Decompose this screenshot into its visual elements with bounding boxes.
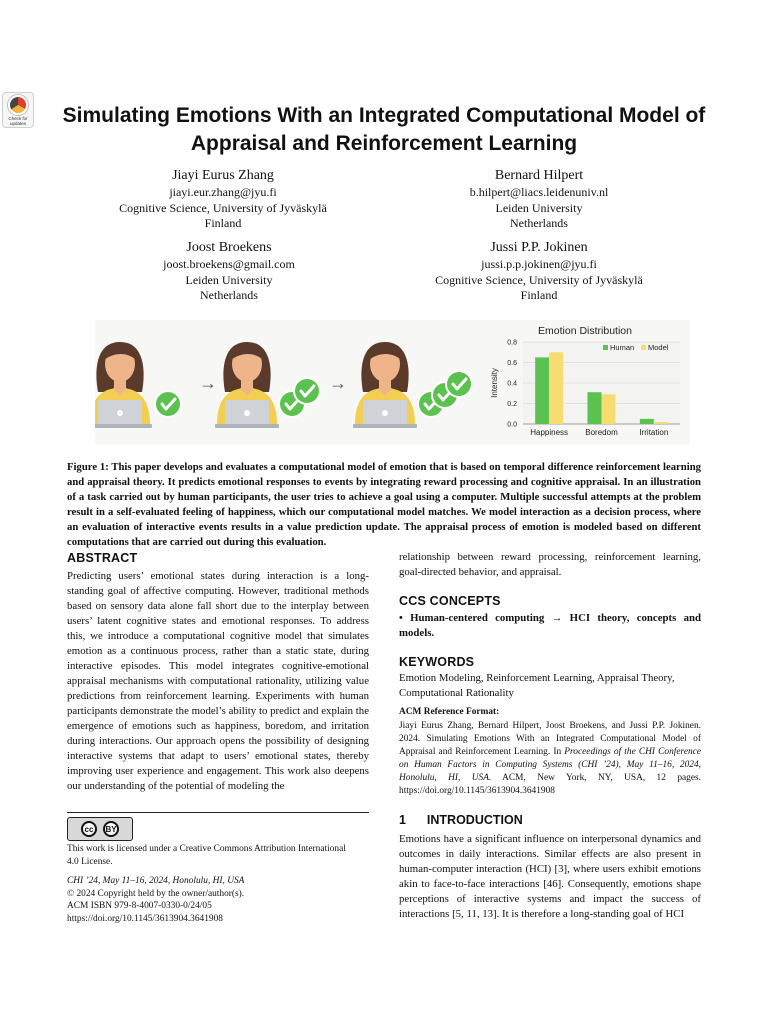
- introduction-heading: [399, 813, 523, 827]
- cc-icon: cc: [81, 821, 97, 837]
- chart-bar-model-irritation: [654, 422, 668, 424]
- ccs-heading: CCS CONCEPTS: [399, 594, 501, 608]
- acm-reference-text: Jiayi Eurus Zhang, Bernard Hilpert, Joost Broekens, and Jussi P.P. Jokinen. 2024. Simulating Emotions With an Integrated Computational Model of Appraisal and Reinforcement Learning. In Proceedings of the CHI Conference on Human Factors in Computing Systems (CHI ’24), May 11–16, 2024, Honolulu, HI, USA. ACM, New York, NY, USA, 12 pages. https://doi.org/10.1145/3613904.3641908: [399, 721, 702, 796]
- section-number: 1: [399, 813, 406, 827]
- introduction-text: Emotions have a significant influence on interpersonal dynamics and outcomes in daily interactions. Similar effects are also present in human-computer interaction (HCI) [3], where users exhibit emotions akin to face-to-face interactions [46]. Consequently, emotions shape perceptions of interactive systems and impact the success of interactions [5, 11, 13]. It is therefore a long-standing goal of HCI: [399, 833, 701, 920]
- chart-bar-model-boredom: [602, 394, 616, 424]
- author-block-4: [389, 238, 689, 304]
- figure-illustration: [95, 320, 690, 445]
- check-icon: [294, 378, 320, 404]
- legend-label: Model: [648, 343, 669, 352]
- keywords-heading: KEYWORDS: [399, 655, 475, 669]
- chart-ytick-label: 0.6: [507, 360, 517, 367]
- chart-bar-model-happiness: [549, 352, 563, 424]
- author-email[interactable]: joost.broekens@gmail.com: [163, 257, 295, 271]
- ccs-text: • Human-centered computing → HCI theory, concepts and models.: [399, 612, 701, 639]
- check-icon: [155, 391, 181, 417]
- author-email[interactable]: jiayi.eur.zhang@jyu.fi: [169, 185, 277, 199]
- author-block-2: [389, 166, 689, 232]
- emotion-distribution-chart: [490, 325, 680, 437]
- crossmark-icon: [8, 95, 28, 115]
- abstract-heading: ABSTRACT: [67, 551, 138, 565]
- by-icon: BY: [103, 821, 119, 837]
- footnote-divider: [67, 812, 369, 813]
- abstract-continuation: relationship between reward processing, reinforcement learning, goal-directed behavior, and appraisal.: [399, 551, 701, 578]
- license-note: This work is licensed under a Creative Commons Attribution International 4.0 License.: [67, 844, 346, 867]
- isbn-line: ACM ISBN 979-8-4007-0330-0/24/05: [67, 901, 212, 911]
- check-for-updates-badge[interactable]: [2, 92, 34, 128]
- chart-xtick-label: Happiness: [530, 428, 569, 437]
- author-affiliation: Leiden University: [495, 200, 583, 215]
- chart-title: Emotion Distribution: [538, 325, 632, 337]
- paper-title: Simulating Emotions With an Integrated Computational Model of Appraisal and Reinforcement Learning: [62, 104, 706, 155]
- creative-commons-badge[interactable]: [67, 817, 133, 841]
- figure-caption: Figure 1: This paper develops and evaluates a computational model of emotion that is based on temporal difference reinforcement learning and appraisal theory. It predicts emotional responses to events by integrating reward processing and cognitive appraisal. In an illustration of a task carried out by human participants, the user tries to achieve a goal using a computer. Multiple successful attempts at the problem result in a self-evaluated feeling of happiness, which our computational model matches. We model interaction as a decision process, where an evaluation of interactive events results in a value prediction update. The appraisal process of emotion is modeled based on different computations that are carried out during this evaluation.: [67, 461, 701, 548]
- author-country: Finland: [204, 216, 242, 230]
- chart-xtick-label: Irritation: [639, 428, 669, 437]
- chart-ytick-label: 0.0: [507, 421, 517, 429]
- chart-bar-human-boredom: [588, 392, 602, 424]
- copyright-line: © 2024 Copyright held by the owner/author(s).: [67, 888, 245, 899]
- figure-1: [95, 320, 690, 445]
- author-block-1: [73, 166, 373, 232]
- keywords-text: Emotion Modeling, Reinforcement Learning, Appraisal Theory, Computational Rationality: [399, 672, 675, 699]
- author-name: Jiayi Eurus Zhang: [172, 168, 274, 183]
- author-name: Bernard Hilpert: [494, 168, 584, 183]
- section-title: INTRODUCTION: [426, 813, 523, 827]
- chart-bar-human-irritation: [640, 419, 654, 424]
- check-icon: [446, 371, 472, 397]
- legend-label: Human: [610, 343, 635, 352]
- badge-text: Check for updates: [8, 116, 28, 126]
- person-illustration-1: [95, 342, 152, 428]
- person-illustration-3: [353, 342, 417, 428]
- legend-swatch: [641, 345, 646, 350]
- arrow-icon: →: [199, 373, 217, 393]
- chart-ytick-label: 0.2: [507, 401, 517, 408]
- author-affiliation: Leiden University: [185, 272, 273, 287]
- publication-info: [67, 875, 369, 925]
- chart-bar-human-happiness: [535, 357, 549, 424]
- author-country: Finland: [520, 288, 558, 302]
- chart-ytick-label: 0.4: [507, 380, 517, 388]
- legend-swatch: [603, 345, 608, 350]
- author-affiliation: Cognitive Science, University of Jyväskylä: [435, 272, 643, 287]
- author-country: Netherlands: [510, 216, 568, 230]
- doi-link[interactable]: https://doi.org/10.1145/3613904.3641908: [67, 913, 223, 924]
- abstract-text: Predicting users’ emotional states during interaction is a long-standing goal of affective computing. However, traditional methods based on sensory data alone fall short due to the interplay between users’ latent cognitive states and emotional responses. To address this, we introduce a computational cognitive model that simulates emotion as a continuous process, rather than a static state, during interactive episodes. This model integrates cognitive-emotional appraisal mechanisms with computational rationality, utilizing value predictions from reinforcement learning. Experiments with human participants demonstrate the model’s ability to predict and explain the emergence of emotions such as happiness, boredom, and irritation during interactions. Our approach opens the possibility of designing interactive systems that adapt to users’ emotional states, thereby improving user experience and engagement. This work also deepens our understanding of the potential of modeling the: [67, 570, 369, 792]
- author-block-3: [79, 238, 379, 304]
- chart-ytick-label: 0.8: [507, 339, 517, 347]
- arrow-icon: →: [329, 373, 347, 393]
- acm-reference-heading: ACM Reference Format:: [399, 707, 500, 717]
- author-email[interactable]: jussi.p.p.jokinen@jyu.fi: [481, 257, 597, 271]
- chart-xtick-label: Boredom: [585, 428, 618, 437]
- author-email[interactable]: b.hilpert@liacs.leidenuniv.nl: [469, 185, 609, 199]
- author-affiliation: Cognitive Science, University of Jyväskylä: [119, 200, 327, 215]
- conference-line: CHI ’24, May 11–16, 2024, Honolulu, HI, USA: [67, 876, 245, 886]
- author-name: Joost Broekens: [186, 240, 272, 255]
- chart-ylabel: Intensity: [490, 368, 499, 398]
- author-name: Jussi P.P. Jokinen: [490, 240, 588, 255]
- author-country: Netherlands: [200, 288, 258, 302]
- person-illustration-2: [215, 342, 279, 428]
